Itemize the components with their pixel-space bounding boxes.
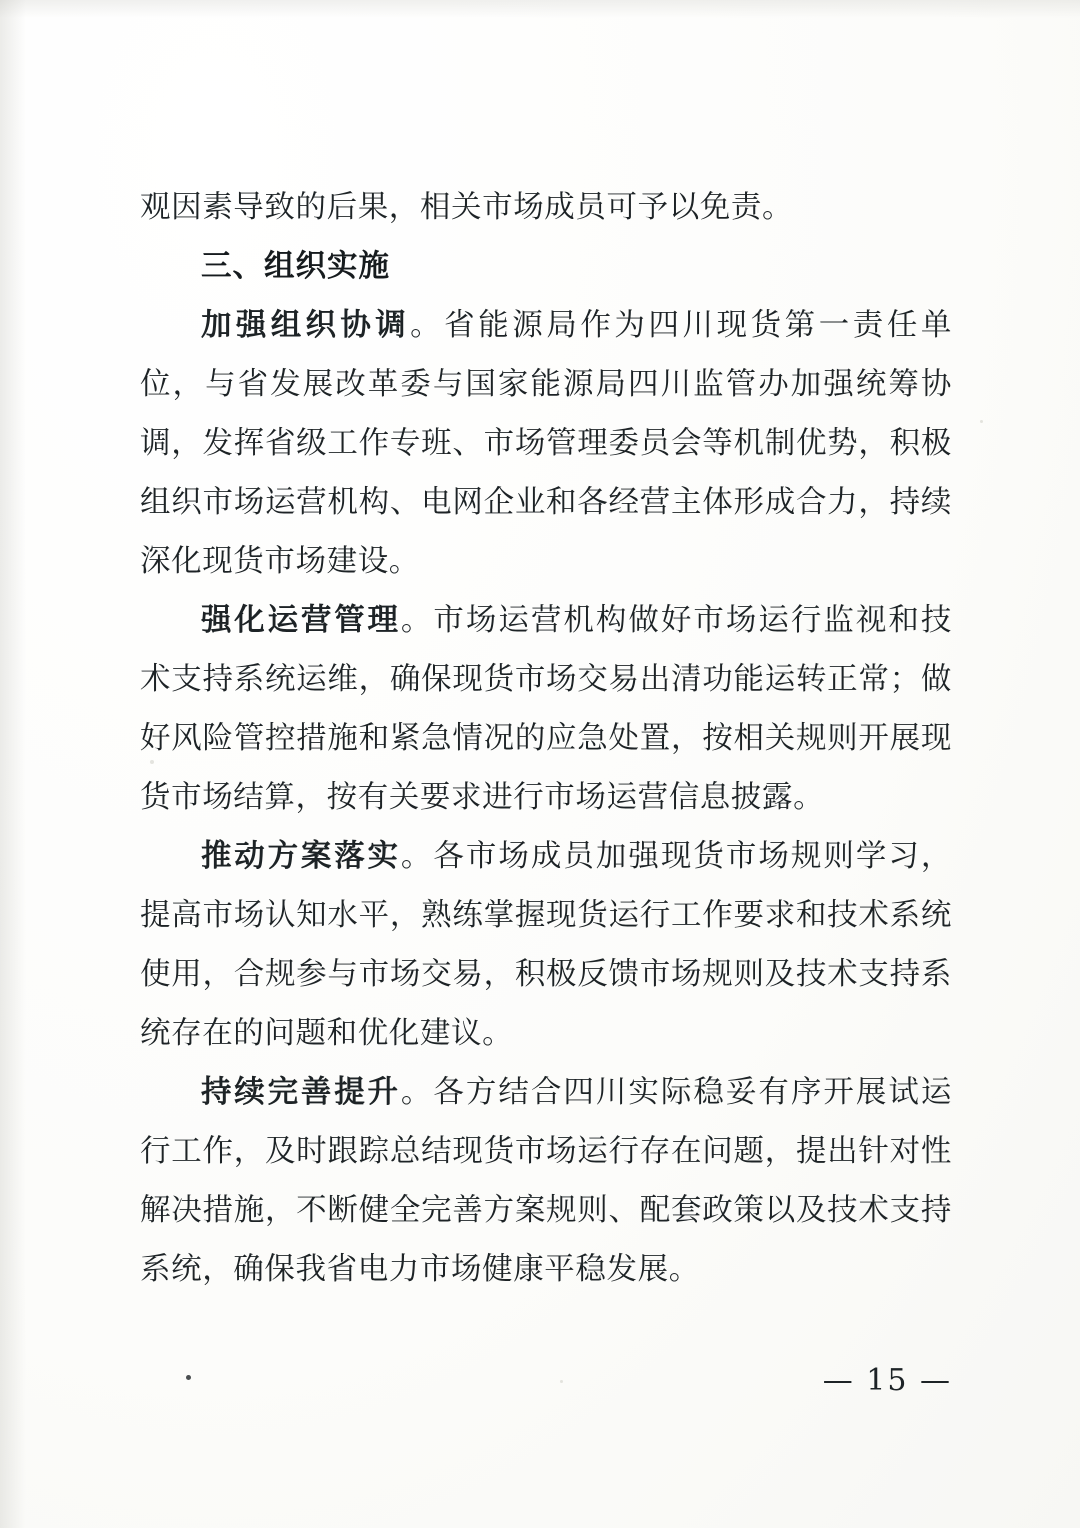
paragraph-text: 。省能源局作为四川现货第一责任单位，与省发展改革委与国家能源局四川监管办加强统筹协调，发挥省级工作专班、市场管理委员会等机制优势，积极组织市场运营机构、电网企业和各经营主体形成合力，持续深化现货市场建设。	[140, 308, 952, 579]
paragraph-plan-implementation	[140, 827, 952, 1063]
paragraph-lead-label: 推动方案落实	[201, 838, 401, 874]
paragraph-organization-coordination	[140, 296, 952, 591]
paper-speck	[980, 420, 983, 423]
paragraph-continuation: 观因素导致的后果，相关市场成员可予以免责。	[140, 190, 794, 225]
page-number: — 15 —	[822, 1363, 952, 1398]
paragraph-lead-label: 持续完善提升	[201, 1074, 401, 1110]
paper-speck	[560, 1380, 563, 1383]
paragraph-text: 。各市场成员加强现货市场规则学习，提高市场认知水平，熟练掌握现货运行工作要求和技术系统使用，合规参与市场交易，积极反馈市场规则及技术支持系统存在的问题和优化建议。	[140, 839, 952, 1051]
paragraph-text: 。市场运营机构做好市场运行监视和技术支持系统运维，确保现货市场交易出清功能运转正常；做好风险管控措施和紧急情况的应急处置，按相关规则开展现货市场结算，按有关要求进行市场运营信息披露。	[140, 603, 952, 815]
document-body	[140, 178, 952, 1299]
paragraph-lead-label: 加强组织协调	[201, 307, 411, 343]
stray-ink-dot	[186, 1375, 191, 1380]
paragraph-continuous-improvement	[140, 1063, 952, 1299]
paragraph-text: 。各方结合四川实际稳妥有序开展试运行工作，及时跟踪总结现货市场运行存在问题，提出针对性解决措施，不断健全完善方案规则、配套政策以及技术支持系统，确保我省电力市场健康平稳发展。	[140, 1075, 952, 1287]
section-heading: 三、组织实施	[201, 248, 390, 284]
page-edge-shadow-top	[0, 0, 1080, 18]
paragraph-operation-management	[140, 591, 952, 827]
paragraph-lead-label: 强化运营管理	[201, 602, 401, 638]
page-edge-shadow-left	[0, 0, 26, 1528]
